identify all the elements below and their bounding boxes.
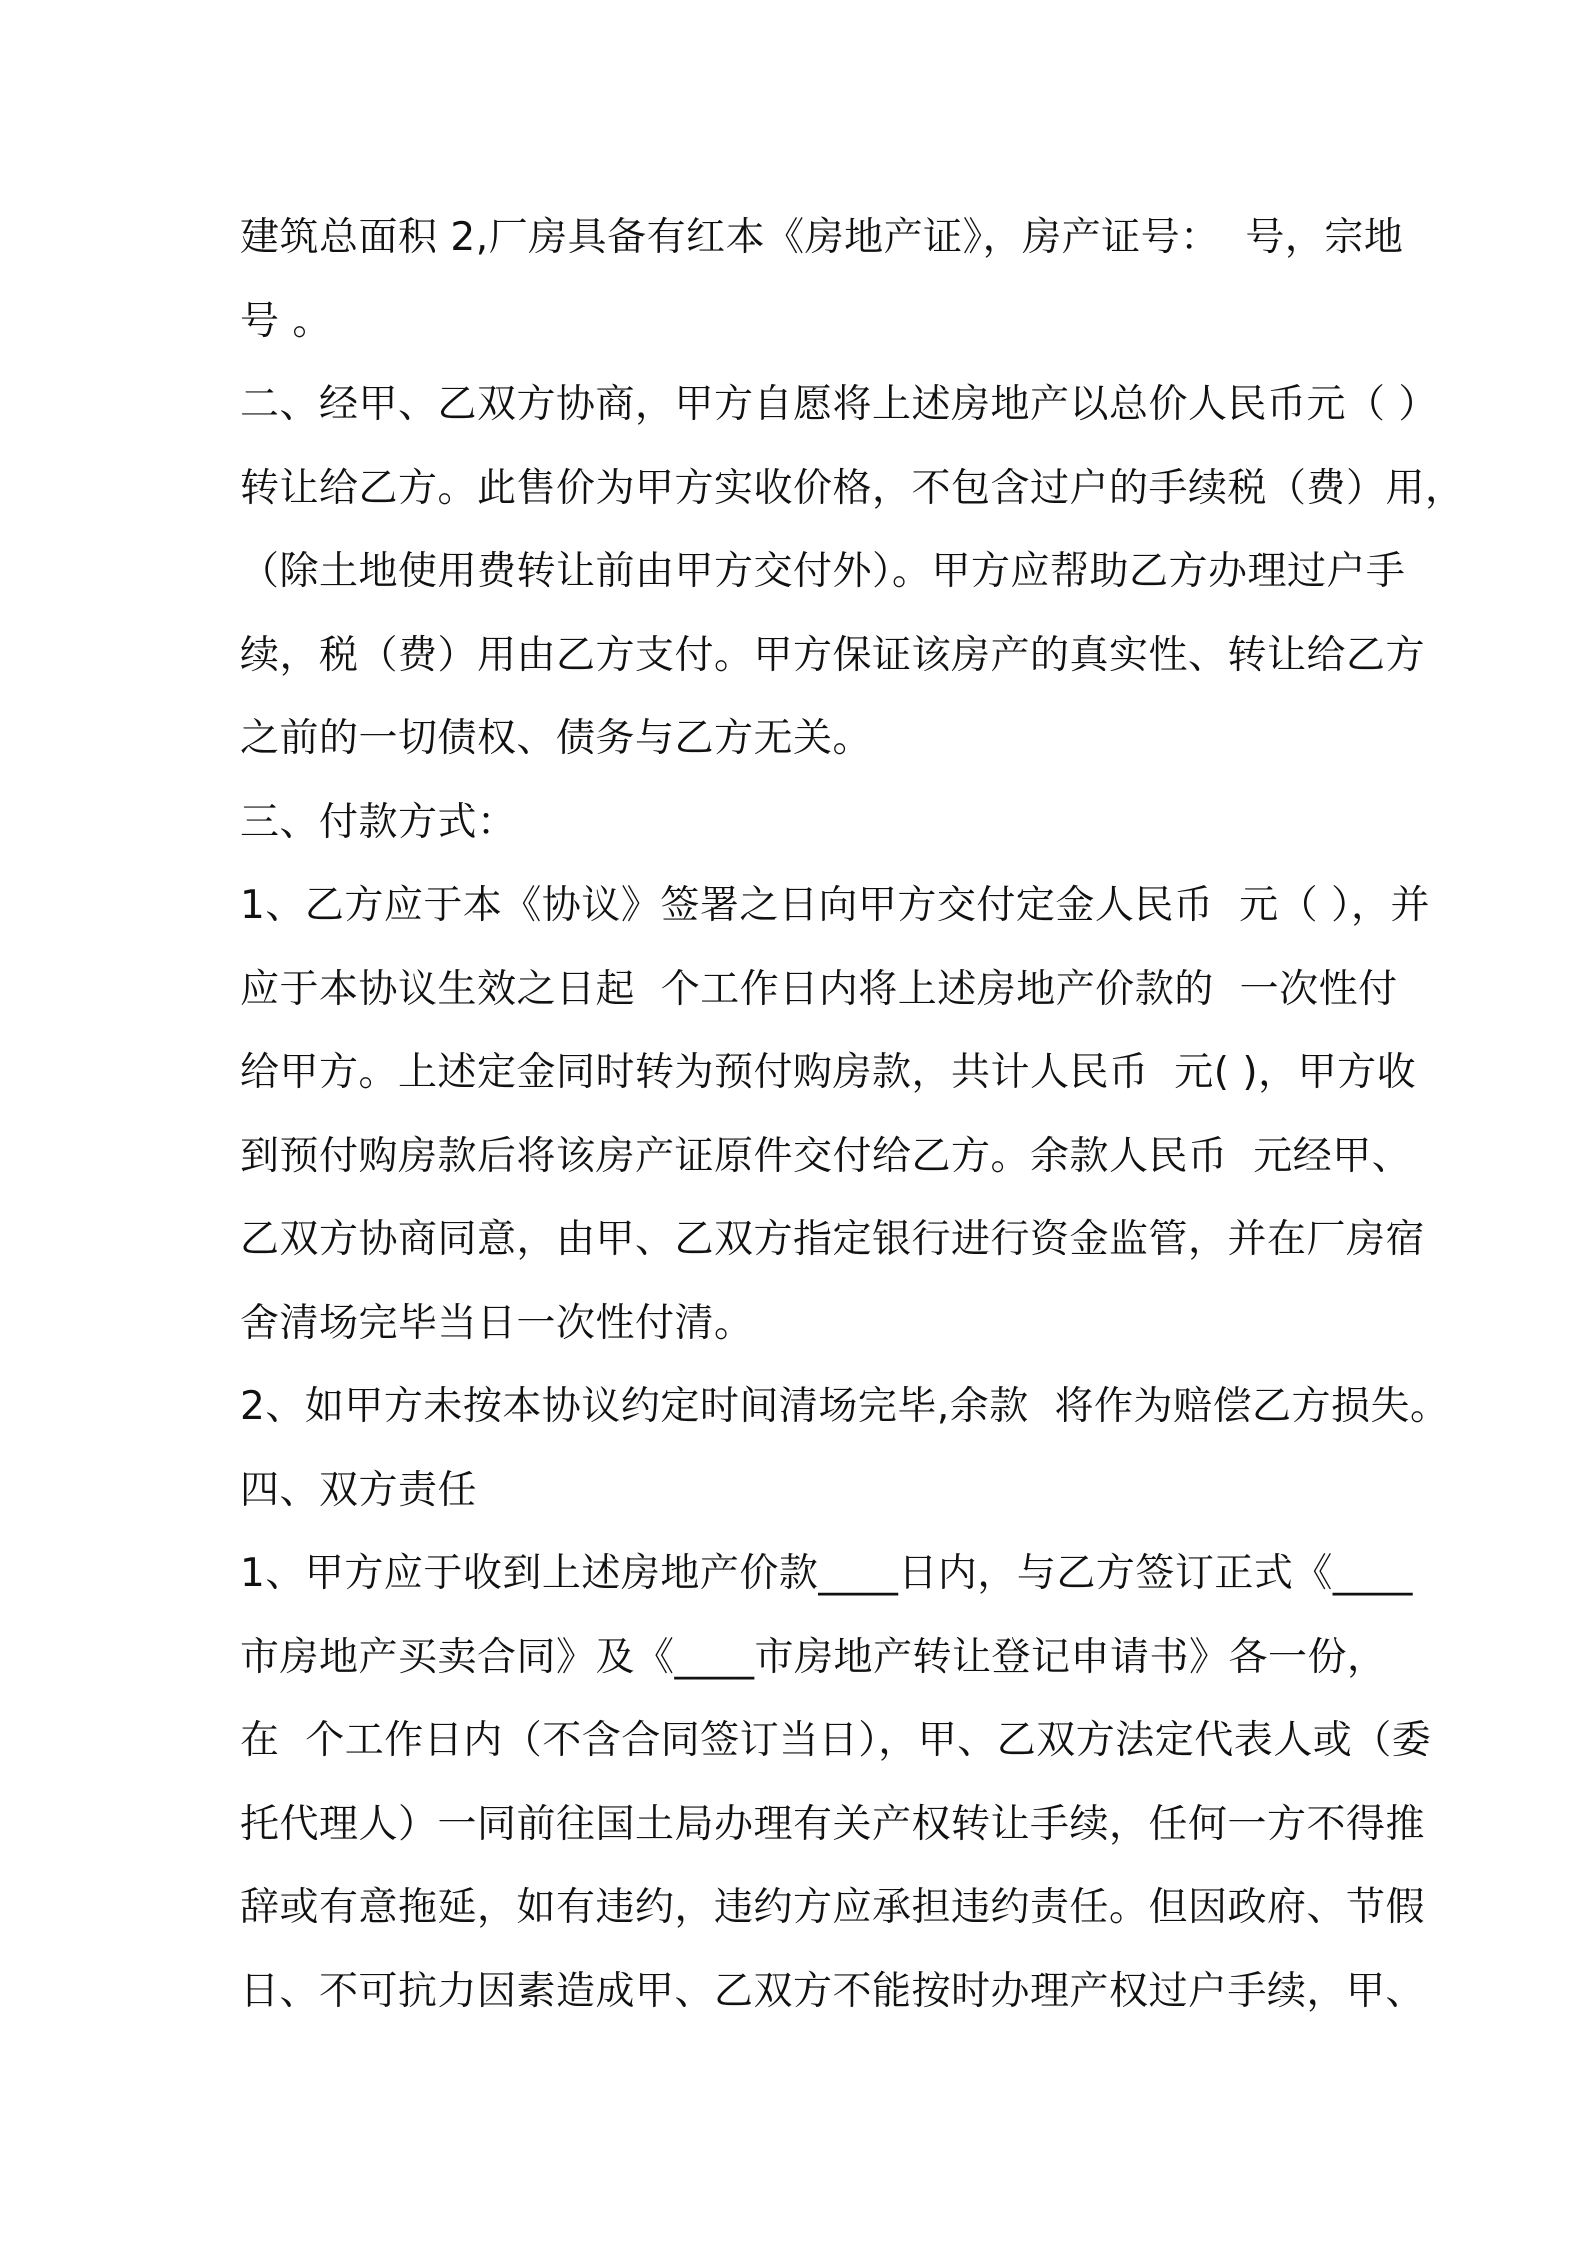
text-line: 日、不可抗力因素造成甲、乙双方不能按时办理产权过户手续，甲、 [240,1968,1426,2014]
text-line: 市房地产买卖合同》及《____市房地产转让登记申请书》各一份， [240,1634,1387,1680]
text-line: 二、经甲、乙双方协商，甲方自愿将上述房地产以总价人民币元（ ） [240,382,1438,427]
section-heading: 三、付款方式： [240,799,517,845]
text-line: 到预付购房款后将该房产证原件交付给乙方。余款人民币 元经甲、 [240,1133,1412,1179]
text-line: 1、甲方应于收到上述房地产价款____日内，与乙方签订正式《____ [240,1551,1413,1596]
text-line: 乙双方协商同意，由甲、乙双方指定银行进行资金监管，并在厂房宿 [240,1217,1426,1262]
text-line: 转让给乙方。此售价为甲方实收价格，不包含过户的手续税（费）用， [240,465,1465,511]
text-line: 辞或有意拖延，如有违约，违约方应承担违约责任。但因政府、节假 [240,1885,1426,1930]
text-line: 2、如甲方未按本协议约定时间清场完毕,余款 将作为赔偿乙方损失。 [240,1384,1450,1429]
text-line: 1、乙方应于本《协议》签署之日向甲方交付定金人民币 元（ ），并 [240,883,1431,928]
text-line: 号 。 [240,298,332,344]
text-line: 给甲方。上述定金同时转为预付购房款，共计人民币 元( )，甲方收 [240,1050,1417,1095]
contract-body [240,196,1465,2033]
text-line: 应于本协议生效之日起 个工作日内将上述房地产价款的 一次性付 [240,966,1398,1012]
text-line: 舍清场完毕当日一次性付清。 [240,1300,754,1346]
text-line: （除土地使用费转让前由甲方交付外）。甲方应帮助乙方办理过户手 [240,549,1406,594]
text-line: 建筑总面积 2,厂房具备有红本《房地产证》，房产证号： 号，宗地 [240,215,1404,260]
text-line: 在 个工作日内（不含合同签订当日），甲、乙双方法定代表人或（委 [240,1718,1432,1763]
text-line: 托代理人）一同前往国土局办理有关产权转让手续，任何一方不得推 [240,1801,1426,1847]
text-line: 之前的一切债权、债务与乙方无关。 [240,716,873,761]
section-heading: 四、双方责任 [240,1467,478,1513]
text-line: 续，税（费）用由乙方支付。甲方保证该房产的真实性、转让给乙方 [240,632,1426,678]
